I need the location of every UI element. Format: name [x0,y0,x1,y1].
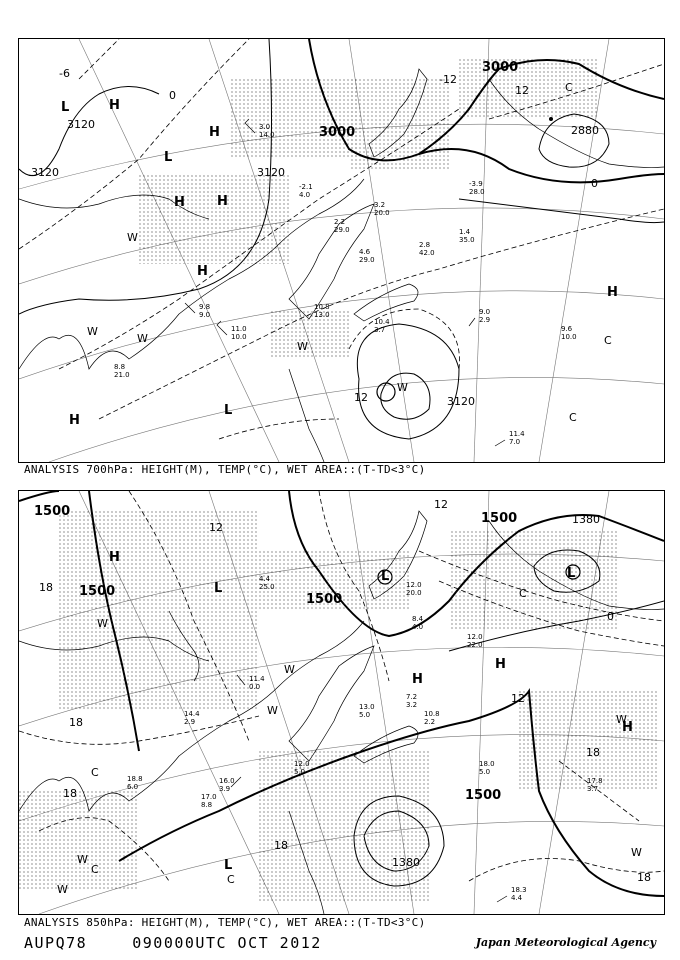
station-temp: 4.4 [259,575,271,583]
station-dewpoint-depression: 20.0 [406,589,422,597]
station-plot [359,703,375,719]
system-symbol: H [495,657,506,672]
map-850hpa-svg [19,491,664,914]
system-symbol: H [412,672,423,687]
system-symbol: L [164,150,173,165]
station-temp: 12.0 [467,633,483,641]
station-temp: 18.0 [479,760,495,768]
station-dewpoint-depression: 5.0 [294,768,306,776]
contour-label: 3120 [31,166,59,179]
chart-id: AUPQ78 [24,934,88,952]
station-temp: 8.8 [114,363,126,371]
chart-footer [24,934,322,952]
station-dewpoint-depression: 13.0 [314,311,330,319]
station-temp: -3.9 [469,180,483,188]
isotherm-label: 0 [169,89,176,102]
isotherm-label: 12 [515,84,529,97]
station-temp: 9.6 [561,325,573,333]
station-dewpoint-depression: 7.0 [509,438,521,446]
station-dewpoint-depression: 5.0 [479,768,491,776]
system-symbol: C [565,81,573,94]
isotherm-label: -12 [439,73,457,86]
system-symbol: C [91,863,99,876]
station-plot [184,710,200,726]
system-symbol: L [381,569,390,584]
station-temp: 12.0 [406,581,422,589]
system-symbol: H [197,264,208,279]
wet-area-stipple [19,511,659,901]
station-temp: 3.2 [374,201,386,209]
station-plot [469,180,485,196]
analysis-850hpa-map [18,490,665,915]
station-plot [419,241,435,257]
station-dewpoint-depression: 22.0 [467,641,483,649]
station-plot [219,777,241,793]
contour-label: 1500 [79,584,116,599]
system-symbol: H [69,413,80,428]
system-symbol: W [137,332,148,345]
panel-700-caption: ANALYSIS 700hPa: HEIGHT(M), TEMP(°C), WET AREA::(T-TD<3°C) [24,463,426,476]
system-symbol: L [567,566,576,581]
system-symbol: H [217,194,228,209]
station-temp: 7.2 [406,693,418,701]
station-dewpoint-depression: 4.0 [299,191,311,199]
station-dewpoint-depression: 4.0 [412,623,424,631]
system-symbol: C [604,334,612,347]
contour-label: 1500 [481,511,518,526]
station-plot [412,615,424,631]
system-symbol: W [631,846,642,859]
system-symbol: H [209,125,220,140]
station-plot [201,793,217,809]
station-temp: 1.4 [459,228,471,236]
station-temp: 3.0 [259,123,271,131]
isotherm-label: 18 [63,787,77,800]
station-dewpoint-depression: 9.0 [199,311,211,319]
station-dewpoint-depression: 3.9 [219,785,231,793]
station-dewpoint-depression: 29.0 [359,256,375,264]
system-symbol: C [569,411,577,424]
station-temp: 16.0 [219,777,235,785]
station-temp: 11.0 [231,325,247,333]
station-plot [495,430,525,446]
contour-label: 3120 [257,166,285,179]
system-symbol: L [224,403,233,418]
system-symbol: W [267,704,278,717]
contour-label: 1380 [572,513,600,526]
station-plot [314,303,330,319]
station-plot [114,363,130,379]
system-symbol: W [87,325,98,338]
contour-label: 3120 [67,118,95,131]
station-temp: 12.0 [294,760,310,768]
station-plot [359,248,375,264]
station-dewpoint-depression: 10.0 [231,333,247,341]
station-dewpoint-depression: 0.0 [249,683,261,691]
station-plot [424,710,440,726]
station-dewpoint-depression: 42.0 [419,249,435,257]
valid-time: 090000UTC OCT 2012 [132,934,322,952]
system-symbol: W [97,617,108,630]
station-plot [467,633,483,649]
station-temp: 8.4 [412,615,424,623]
station-dewpoint-depression: 3.7 [587,785,599,793]
station-dewpoint-depression: 3.7 [374,326,386,334]
station-plot [459,228,475,244]
station-plot [406,581,422,597]
station-plot [406,693,417,709]
isotherm-label: 18 [69,716,83,729]
station-plot [299,183,313,199]
station-temp: 17.0 [201,793,217,801]
station-dewpoint-depression: 21.0 [114,371,130,379]
system-symbol: L [61,100,70,115]
isotherm-label: 12 [434,498,448,511]
map-700hpa-svg [19,39,664,462]
station-dewpoint-depression: 10.0 [561,333,577,341]
station-dewpoint-depression: 2.9 [184,718,196,726]
station-temp: 2.2 [334,218,346,226]
isotherm-label: 18 [637,871,651,884]
station-plot [374,201,390,217]
station-temp: -2.1 [299,183,313,191]
station-dewpoint-depression: 5.0 [359,711,371,719]
station-dewpoint-depression: 28.0 [469,188,485,196]
station-dewpoint-depression: 20.0 [374,209,390,217]
station-dewpoint-depression: 3.2 [406,701,418,709]
contour-label: 3000 [482,60,519,75]
station-temp: 14.4 [184,710,200,718]
station-plot [185,303,210,319]
station-dewpoint-depression: 4.4 [511,894,523,902]
analysis-700hpa-map [18,38,665,463]
isotherm-label: 18 [39,581,53,594]
station-temp: 13.0 [359,703,375,711]
contour-label: 3000 [319,125,356,140]
station-plot [497,886,527,902]
station-temp: 17.8 [587,777,603,785]
station-plot [561,325,577,341]
system-symbol: L [214,581,223,596]
system-symbol: W [284,663,295,676]
isotherm-label: 12 [354,391,368,404]
system-symbol: W [297,340,308,353]
isotherm-label: -6 [59,67,70,80]
station-dewpoint-depression: 25.0 [259,583,275,591]
agency-name: Japan Meteorological Agency [475,936,656,949]
station-plot [479,760,495,776]
isotherm-label: 18 [586,746,600,759]
system-symbol: W [616,713,627,726]
station-dewpoint-depression: 2.2 [424,718,436,726]
contour-label: 3120 [447,395,475,408]
station-temp: 10.8 [424,710,440,718]
system-symbol: C [227,873,235,886]
system-symbol: W [57,883,68,896]
isotherm-label: 12 [209,521,223,534]
station-dewpoint-depression: 29.0 [334,226,350,234]
station-temp: 18.3 [511,886,527,894]
station-temp: 18.8 [127,775,143,783]
station-plot [334,218,350,234]
isotherm-label: 0 [591,177,598,190]
panel-850-caption: ANALYSIS 850hPa: HEIGHT(M), TEMP(°C), WET AREA::(T-TD<3°C) [24,916,426,929]
station-plot [217,321,247,341]
isotherm-label: 12 [511,692,525,705]
station-dewpoint-depression: 14.0 [259,131,275,139]
contour-label: 1500 [465,788,502,803]
system-symbol: L [224,858,233,873]
station-temp: 11.4 [509,430,525,438]
station-dewpoint-depression: 2.9 [479,316,491,324]
isotherm-label: 0 [607,610,614,623]
station-plot [127,775,143,791]
system-symbol: C [91,766,99,779]
station-temp: 4.6 [359,248,371,256]
system-symbol: C [519,587,527,600]
system-symbol: W [77,853,88,866]
station-temp: 9.0 [479,308,491,316]
system-symbol: H [622,720,633,735]
station-temp: 11.4 [249,675,265,683]
system-symbol: H [174,195,185,210]
system-symbol: W [397,381,408,394]
contour-label: 1500 [34,504,71,519]
station-dewpoint-depression: 35.0 [459,236,475,244]
station-temp: 2.8 [419,241,431,249]
isotherm-label: 18 [274,839,288,852]
station-dewpoint-depression: 8.8 [201,801,213,809]
system-symbol: W [127,231,138,244]
system-symbol: H [109,98,120,113]
station-temp: 9.8 [199,303,211,311]
station-temp: 10.8 [314,303,330,311]
station-dewpoint-depression: 6.0 [127,783,139,791]
contour-label: 2880 [571,124,599,137]
contour-label: 1380 [392,856,420,869]
station-plot [469,308,490,326]
contour-label: 1500 [306,592,343,607]
station-temp: 10.4 [374,318,390,326]
system-symbol: H [607,285,618,300]
system-symbol: H [109,550,120,565]
